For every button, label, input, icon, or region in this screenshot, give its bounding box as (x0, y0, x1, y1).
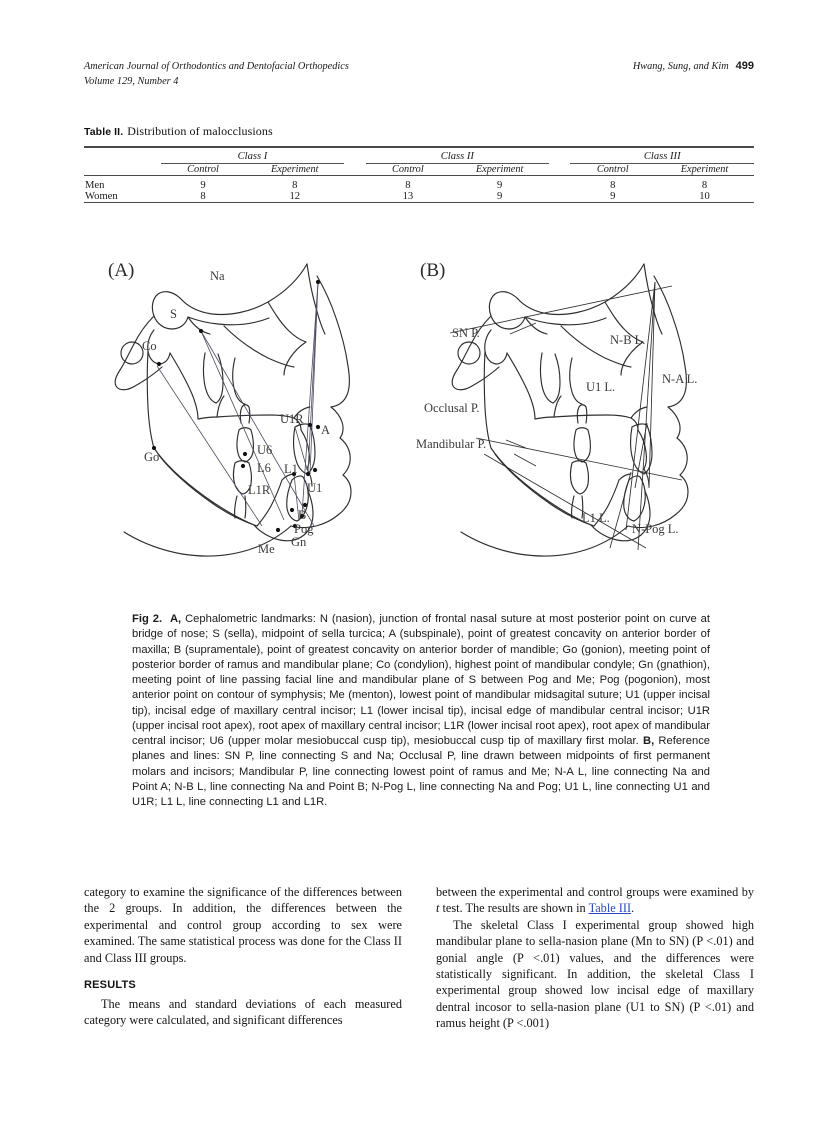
cephalometric-tracing-a (102, 258, 392, 603)
label-mandibular-plane: Mandibular P. (416, 437, 487, 451)
distribution-table (84, 146, 754, 206)
row-label-men: Men (85, 180, 105, 191)
label-sn-plane: SN P. (452, 326, 480, 340)
table-row (84, 191, 754, 203)
landmark-point-na (316, 280, 320, 284)
table-number: Table II. (84, 126, 124, 138)
group-header-class-ii: Class II (440, 151, 474, 162)
running-head-left (84, 60, 349, 89)
landmark-point-u1 (313, 468, 317, 472)
label-u1: U1 (307, 481, 323, 495)
label-occlusal-plane: Occlusal P. (424, 401, 480, 415)
cephalometric-tracing-b (414, 258, 724, 603)
cell-men-class1-control: 9 (200, 180, 206, 191)
right-p1-part2: test. The results are shown in (439, 901, 589, 916)
figure-caption-part-b-text: Reference planes and lines: SN P, line connecting S and Na; Occlusal P, line drawn between midpoints of first permanent molars and incisors; Mandibular P, line connecting lowest point of ramus and Me; N-A L, line connecting Na and Point A; N-B L, line connecting Na and Point B; N-Pog L, line connecting Na and Pog; U1 L, line connecting U1 and U1R; L1 L, line connecting L1 and L1R. (132, 735, 711, 808)
table-block (84, 124, 754, 206)
table-title-text: Distribution of malocclusions (127, 124, 273, 138)
sub-gap-2 (549, 164, 570, 176)
label-a: A (321, 423, 331, 437)
label-s: S (170, 307, 177, 321)
landmark-point-s (199, 329, 203, 333)
right-column (436, 884, 754, 1032)
group-gap-2 (549, 151, 570, 162)
table-iii-link[interactable]: Table III (588, 901, 632, 916)
group-gap-1 (344, 151, 365, 162)
sub-gap-1 (344, 164, 365, 176)
figure-caption-part-b-letter: B, (642, 735, 655, 747)
label-l1r: L1R (248, 483, 271, 497)
cell-women-class3-control: 9 (610, 191, 616, 202)
figure-caption-part-a-letter: A, (169, 613, 182, 625)
table-corner-cell (84, 151, 161, 162)
landmark-point-co (157, 362, 161, 366)
figure-panel-a (102, 258, 392, 603)
left-column (84, 884, 402, 1032)
cell-women-class1-experiment: 12 (289, 191, 301, 202)
right-p1-italic: t (436, 901, 440, 916)
cell-men-class1-experiment: 8 (292, 180, 298, 191)
label-co: Co (142, 339, 157, 353)
table-sub-header-row (84, 164, 754, 176)
landmark-point-l6 (241, 464, 245, 468)
label-l1: L1 (284, 462, 298, 476)
sub-header-experiment-2: Experiment (475, 164, 524, 175)
landmark-point-l1 (306, 472, 310, 476)
cell-men-class2-control: 8 (405, 180, 411, 191)
landmark-point-b (303, 503, 307, 507)
landmark-point-a (316, 425, 320, 429)
label-me: Me (258, 542, 275, 556)
panel-b-letter: (B) (420, 260, 446, 281)
row-label-women: Women (85, 191, 118, 202)
figure-2 (84, 258, 754, 808)
landmark-point-me (276, 528, 280, 532)
figure-caption-label: Fig 2. (132, 613, 163, 625)
landmark-point-l1r (290, 508, 294, 512)
right-paragraph-2: The skeletal Class I experimental group showed high mandibular plane to sella-nasion plane (Mn to SN) (P <.01) and gonial angle (P <.01) values, and the differences were statistically significant. In addition, the skeletal Class I experimental group showed low incisal edge of maxillary dentral incosor to sella-nasion plane (U1 to SN) (P <.01) and ramus height (P <.001) (436, 917, 754, 1031)
table-row (84, 180, 754, 191)
cell-women-class2-experiment: 9 (496, 191, 503, 202)
label-npog-line: N-Pog L. (632, 522, 679, 536)
right-paragraph-1 (436, 884, 754, 917)
right-p1-part1: between the experimental and control groups were examined by (436, 885, 754, 899)
label-u1-line: U1 L. (586, 380, 616, 394)
page-number: 499 (735, 60, 754, 72)
cell-men-class3-control: 8 (610, 180, 616, 191)
figure-panel-b (414, 258, 724, 603)
table-caption (84, 124, 754, 139)
cell-men-class2-experiment: 9 (496, 180, 503, 191)
cell-women-class3-experiment: 10 (699, 191, 710, 202)
body-columns (84, 884, 754, 1032)
cell-women-class2-control: 13 (402, 191, 414, 202)
panel-a-letter: (A) (108, 260, 135, 281)
cell-men-class3-experiment: 8 (701, 180, 708, 191)
label-l1-line: L1 L. (582, 511, 610, 525)
left-paragraph-2: The means and standard deviations of each measured category were calculated, and significant differences (84, 997, 402, 1028)
sub-header-control-3: Control (596, 164, 629, 175)
label-na: Na (210, 269, 225, 283)
left-paragraph-1: category to examine the significance of the differences between the 2 groups. In addition, the differences between the experimental and control group according to sex were examined. The same statistical process was done for the Class II and Class III groups. (84, 885, 402, 965)
table-group-header-row (84, 151, 754, 162)
label-u6: U6 (257, 443, 273, 457)
landmark-point-u1r (308, 423, 312, 427)
sub-corner-cell (84, 164, 161, 176)
landmark-point-u6 (243, 452, 247, 456)
label-u1r: U1R (280, 412, 304, 426)
results-heading: RESULTS (84, 979, 136, 992)
table-body (84, 180, 754, 203)
figure-caption-part-a-text: Cephalometric landmarks: N (nasion), junction of frontal nasal suture at most posterior point on curve at bridge of nose; S (sella), midpoint of sella turcica; A (subspinale), point of greatest concavity on anterior border of maxilla; B (supramentale), point of greatest concavity on anterior border of mandible; Go (gonion), meeting point of posterior border of ramus and mandibular plane; Co (condylion), highest point of mandibular condyle; Gn (gnathion), meeting point of line passing facial line and mandibular plane of S between Pog and Me; Pog (pogonion), most anterior point on contour of symphysis; Me (menton), lowest point of mandibular midsagital suture; U1 (upper incisal tip), incisal edge of maxillary central incisor; L1 (lower incisal tip), incisal edge of mandibular central incisor; U1R (upper incisal root apex), root apex of maxillary central incisor; L1R (lower incisal root apex), root apex of mandibular central incisor; U6 (upper molar mesiobuccal cusp tip), mesiobuccal cusp tip of maxillary first molar. (132, 613, 711, 747)
label-na-line: N-A L. (662, 372, 698, 386)
label-gn: Gn (291, 535, 307, 549)
label-pog: Pog (294, 522, 314, 536)
label-b: B (298, 508, 307, 522)
sub-header-experiment-3: Experiment (680, 164, 729, 175)
figure-panels (84, 258, 754, 603)
table-rule-bottom (84, 203, 754, 207)
label-go: Go (144, 450, 160, 464)
sub-header-control-1: Control (187, 164, 219, 175)
group-header-class-iii: Class III (643, 151, 681, 162)
sub-header-control-2: Control (392, 164, 424, 175)
journal-title: American Journal of Orthodontics and Dentofacial Orthopedics (84, 61, 349, 72)
running-head (84, 60, 754, 89)
running-head-right (633, 60, 754, 72)
sub-header-experiment-1: Experiment (271, 164, 319, 175)
label-l6: L6 (257, 461, 271, 475)
cell-women-class1-control: 8 (200, 191, 206, 202)
author-names: Hwang, Sung, and Kim (632, 61, 729, 72)
label-nb-line: N-B L. (610, 333, 646, 347)
figure-caption (132, 612, 710, 810)
group-header-class-i: Class I (237, 151, 268, 162)
volume-line: Volume 129, Number 4 (84, 75, 179, 87)
right-p1-part3: . (631, 901, 635, 916)
